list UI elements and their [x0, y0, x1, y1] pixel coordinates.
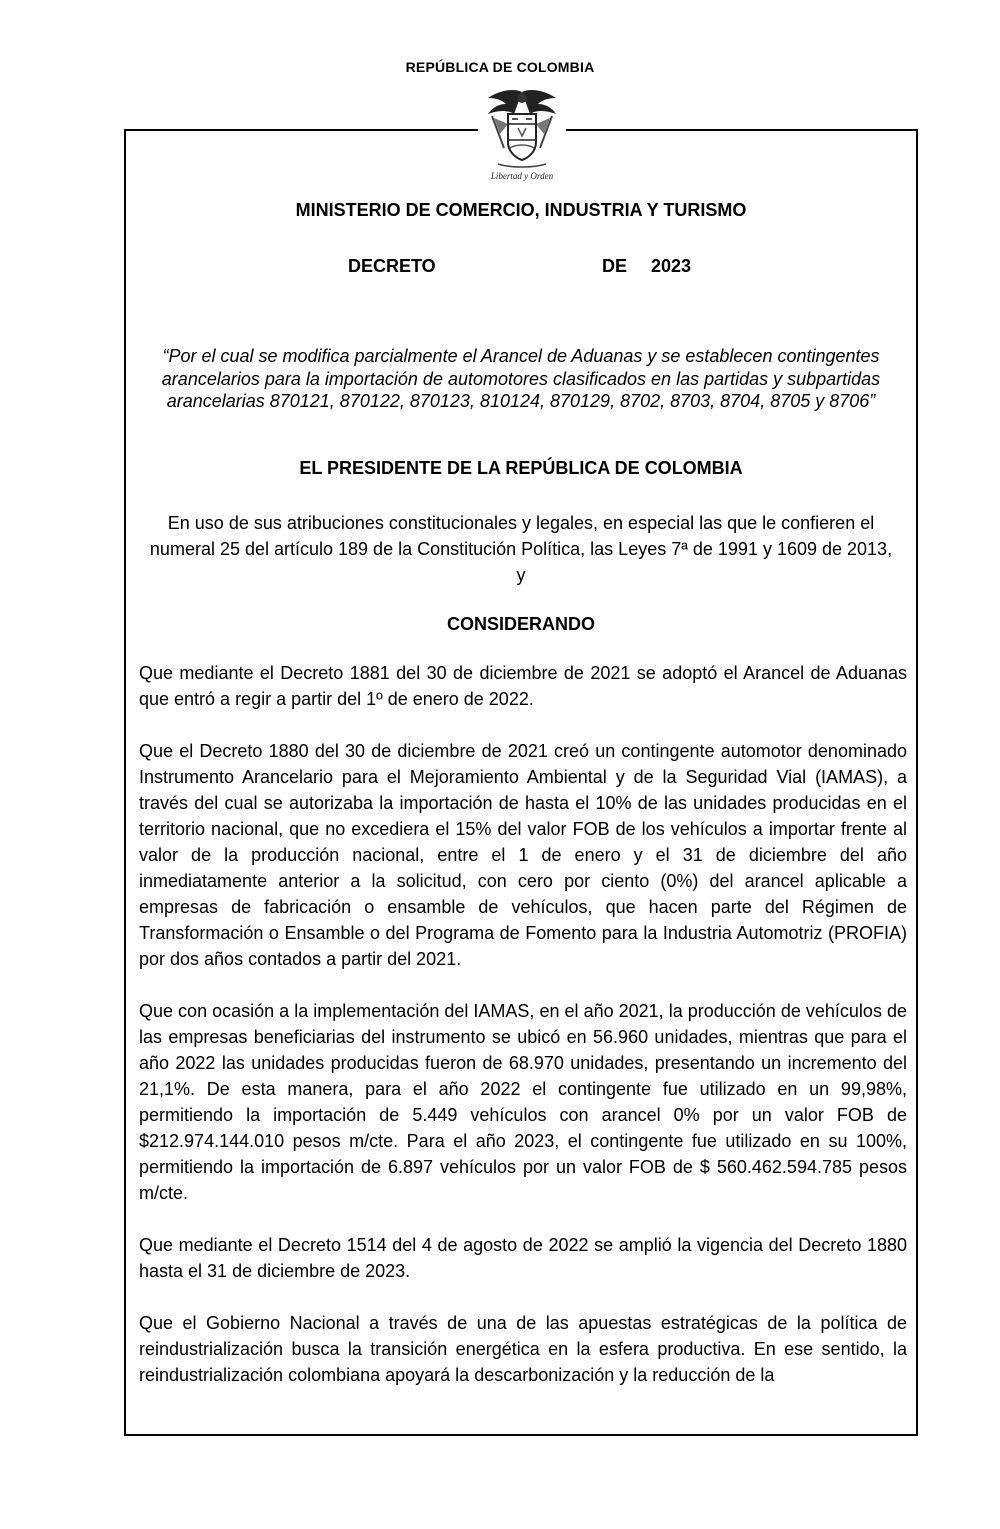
- republic-heading: REPÚBLICA DE COLOMBIA: [405, 59, 595, 75]
- considering-heading: CONSIDERANDO: [446, 614, 595, 634]
- decree-de-label: DE: [602, 256, 628, 276]
- decree-subject: “Por el cual se modifica parcialmente el Arancel de Aduanas y se establecen contingentes arancelarios para la importación de automotores clasificados en las partidas y subpartidas arancelarias 870121, 870122, 870123, 810124, 870129, 8702, 8703, 8704, 8705 y 8706”: [161, 346, 881, 411]
- consideration-paragraph: Que mediante el Decreto 1514 del 4 de agosto de 2022 se amplió la vigencia del Decreto 1880 hasta el 31 de diciembre de 2023.: [139, 1235, 907, 1281]
- consideration-paragraph: Que mediante el Decreto 1881 del 30 de diciembre de 2021 se adoptó el Arancel de Aduanas que entró a regir a partir del 1º de enero de 2022.: [139, 663, 907, 709]
- considerations-body: [139, 660, 907, 1414]
- consideration-paragraph: Que el Gobierno Nacional a través de una de las apuestas estratégicas de la política de reindustrialización busca la transición energética en la esfera productiva. En ese sentido, la reindustrialización colombiana apoyará la descarbonización y la reducción de la: [139, 1313, 907, 1385]
- decree-year: 2023: [651, 256, 692, 276]
- decree-label: DECRETO: [348, 256, 436, 276]
- president-heading: EL PRESIDENTE DE LA REPÚBLICA DE COLOMBIA: [299, 458, 743, 478]
- coat-of-arms-icon: [478, 84, 566, 184]
- consideration-paragraph: Que con ocasión a la implementación del IAMAS, en el año 2021, la producción de vehículos de las empresas beneficiarias del instrumento se ubicó en 56.960 unidades, mientras que para el año 2022 las unidades producidas fueron de 68.970 unidades, presentando un incremento del 21,1%. De esta manera, para el año 2022 el contingente fue utilizado en un 99,98%, permitiendo la importación de 5.449 vehículos con arancel 0% por un valor FOB de $212.974.144.010 pesos m/cte. Para el año 2023, el contingente fue utilizado en su 100%, permitiendo la importación de 6.897 vehículos por un valor FOB de $ 560.462.594.785 pesos m/cte.: [139, 1001, 907, 1203]
- seal-motto: Libertad y Orden: [490, 171, 554, 181]
- consideration-paragraph: Que el Decreto 1880 del 30 de diciembre de 2021 creó un contingente automotor denominado Instrumento Arancelario para el Mejoramiento Ambiental y de la Seguridad Vial (IAMAS), a través del cual se autorizaba la importación de hasta el 10% de las unidades producidas en el territorio nacional, que no excediera el 15% del valor FOB de los vehículos a importar frente al valor de la producción nacional, entre el 1 de enero y el 31 de diciembre del año inmediatamente anterior a la solicitud, con cero por ciento (0%) del arancel aplicable a empresas de fabricación o ensamble de vehículos, que hacen parte del Régimen de Transformación o Ensamble o del Programa de Fomento para la Industria Automotriz (PROFIA) por dos años contados a partir del 2021.: [139, 741, 907, 969]
- ministry-heading: MINISTERIO DE COMERCIO, INDUSTRIA Y TURISMO: [295, 200, 747, 220]
- legal-powers-paragraph: En uso de sus atribuciones constitucionales y legales, en especial las que le confieren el numeral 25 del artículo 189 de la Constitución Política, las Leyes 7ª de 1991 y 1609 de 2013, y: [149, 513, 893, 585]
